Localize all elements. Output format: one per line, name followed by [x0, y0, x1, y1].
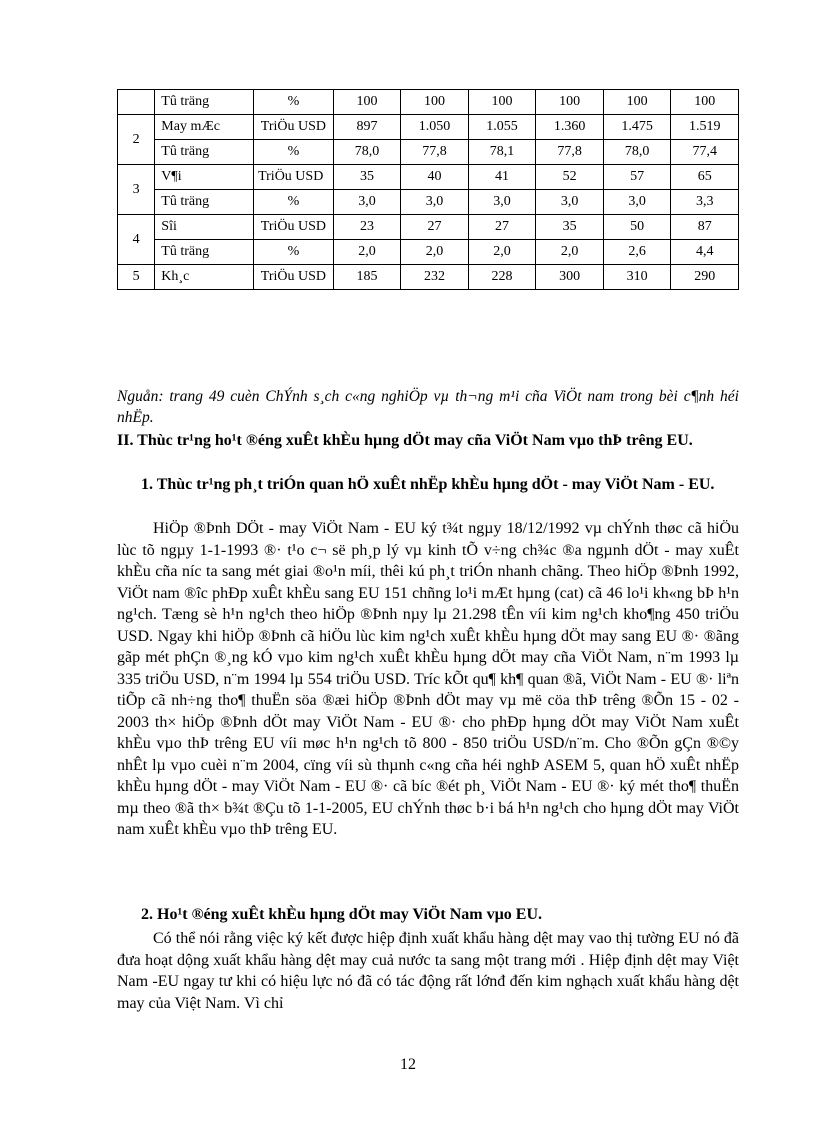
- value-cell: 2,0: [333, 240, 401, 265]
- value-cell: 897: [333, 115, 401, 140]
- value-cell: 50: [603, 215, 671, 240]
- row-label-cell: Tû träng: [155, 190, 254, 215]
- value-cell: 35: [333, 165, 401, 190]
- value-cell: 27: [401, 215, 469, 240]
- table-body: [118, 90, 739, 290]
- value-cell: 100: [671, 90, 739, 115]
- value-cell: 57: [603, 165, 671, 190]
- table-row: [118, 215, 739, 240]
- value-cell: 77,8: [401, 140, 469, 165]
- section-heading-2: 2. Ho¹t ®éng xuÊt khÈu hµng dÖt may ViÖt Nam vµo EU.: [141, 906, 543, 923]
- value-cell: 2,6: [603, 240, 671, 265]
- value-cell: 3,0: [536, 190, 604, 215]
- value-cell: 100: [468, 90, 536, 115]
- value-cell: 1.055: [468, 115, 536, 140]
- table-row: [118, 115, 739, 140]
- value-cell: 41: [468, 165, 536, 190]
- value-cell: 2,0: [536, 240, 604, 265]
- body-paragraph-1: HiÖp ®Þnh DÖt - may ViÖt Nam - EU ký t¾t ngµy 18/12/1992 vµ chÝnh thøc cã hiÖu lùc tõ ngµy 1-1-1993 ®· t¹o c¬ së ph¸p lý vµ kinh tÕ v÷ng ch¾c ®a ngµnh dÖt - may xuÊt khÈu cña níc ta sang mét giai ®o¹n míi, thêi kú ph¸t triÓn nhanh chãng. Theo hiÖp ®Þnh 1992, ViÖt nam ®îc phÐp xuÊt khÈu sang EU 151 chñng lo¹i mÆt hµng (cat) cã 46 lo¹i kh«ng bÞ h¹n ng¹ch. Tæng sè h¹n ng¹ch theo hiÖp ®Þnh nµy lµ 21.298 tÊn víi kim ng¹ch kho¶ng 450 triÖu USD. Ngay khi hiÖp ®Þnh cã hiÖu lùc kim ng¹ch xuÊt khÈu hµng dÖt may sang EU ®· ®ãng gãp mét phÇn ®¸ng kÓ vµo kim ng¹ch xuÊt khÈu hµng dÖt may cña ViÖt Nam, n¨m 1993 lµ 335 triÖu USD, n¨m 1994 lµ 554 triÖu USD. Tríc kÕt qu¶ kh¶ quan ®ã, ViÖt Nam - EU ®· liªn tiÕp cã nh÷ng tho¶ thuËn söa ®æi hiÖp ®Þnh dÖt may vµ më cöa thÞ trêng ®Õn 15 - 02 - 2003 th× hiÖp ®Þnh dÖt may ViÖt Nam - EU ®· cho phÐp hµng dÖt may ViÖt Nam xuÊt khÈu vµo thÞ trêng EU víi møc h¹n ng¹ch tõ 800 - 850 triÖu USD/n¨m. Cho ®Õn gÇn ®©y nhÊt lµ vµo cuèi n¨m 2004, cïng víi sù thµnh c«ng cña héi nghÞ ASEM 5, quan hÖ xuÊt nhËp khÈu hµng dÖt - may ViÖt Nam - EU ®· cã bíc ®ét ph¸ ViÖt Nam - EU ®· ký mét tho¶ thuËn mµ theo ®ã th× b¾t ®Çu tõ 1-1-2005, EU chÝnh thøc b·i bá h¹n ng¹ch cho hµng dÖt may ViÖt nam xuÊt khÈu vµo thÞ trêng EU.: [117, 520, 739, 838]
- value-cell: 100: [401, 90, 469, 115]
- table-row: [118, 165, 739, 190]
- table-row: [118, 140, 739, 165]
- row-number-cell: 4: [118, 215, 155, 265]
- value-cell: 300: [536, 265, 604, 290]
- row-label-cell: Tû träng: [155, 140, 254, 165]
- value-cell: 87: [671, 215, 739, 240]
- value-cell: 1.519: [671, 115, 739, 140]
- row-number-cell: [118, 90, 155, 115]
- value-cell: 1.475: [603, 115, 671, 140]
- table-row: [118, 240, 739, 265]
- value-cell: 228: [468, 265, 536, 290]
- value-cell: 77,4: [671, 140, 739, 165]
- value-cell: 2,0: [401, 240, 469, 265]
- value-cell: 23: [333, 215, 401, 240]
- value-cell: 78,0: [333, 140, 401, 165]
- value-cell: 3,3: [671, 190, 739, 215]
- value-cell: 78,1: [468, 140, 536, 165]
- row-label-cell: V¶i: [155, 165, 254, 190]
- value-cell: 27: [468, 215, 536, 240]
- value-cell: 310: [603, 265, 671, 290]
- value-cell: 65: [671, 165, 739, 190]
- page-number: 12: [400, 1056, 416, 1073]
- table-row: [118, 90, 739, 115]
- value-cell: 185: [333, 265, 401, 290]
- value-cell: 100: [333, 90, 401, 115]
- row-number-cell: 2: [118, 115, 155, 165]
- unit-cell: %: [254, 140, 334, 165]
- section-heading-ii: II. Thùc tr¹ng ho¹t ®éng xuÊt khÈu hµng dÖt may cña ViÖt Nam vµo thÞ trêng EU.: [117, 432, 693, 449]
- value-cell: 100: [536, 90, 604, 115]
- value-cell: 232: [401, 265, 469, 290]
- export-table: [117, 89, 739, 290]
- unit-cell: %: [254, 240, 334, 265]
- table-row: [118, 190, 739, 215]
- value-cell: 40: [401, 165, 469, 190]
- unit-cell: TriÖu USD: [254, 165, 334, 190]
- unit-cell: TriÖu USD: [254, 265, 334, 290]
- value-cell: 290: [671, 265, 739, 290]
- row-label-cell: Tû träng: [155, 240, 254, 265]
- table-row: [118, 265, 739, 290]
- row-label-cell: Tû träng: [155, 90, 254, 115]
- value-cell: 1.050: [401, 115, 469, 140]
- row-label-cell: May mÆc: [155, 115, 254, 140]
- value-cell: 77,8: [536, 140, 604, 165]
- value-cell: 52: [536, 165, 604, 190]
- unit-cell: %: [254, 190, 334, 215]
- row-number-cell: 5: [118, 265, 155, 290]
- value-cell: 78,0: [603, 140, 671, 165]
- value-cell: 2,0: [468, 240, 536, 265]
- section-heading-1: 1. Thùc tr¹ng ph¸t triÓn quan hÖ xuÊt nhËp khÈu hµng dÖt - may ViÖt Nam - EU.: [141, 476, 715, 493]
- unit-cell: TriÖu USD: [254, 215, 334, 240]
- unit-cell: %: [254, 90, 334, 115]
- body-paragraph-2: Có thể nói rằng việc ký kết được hiệp định xuất khẩu hàng dệt may vao thị tường EU nó đã đưa hoạt dộng xuất khẩu hàng dệt may cuả nước ta sang một trang mới . Hiệp định dệt may Việt Nam -EU ngay tư khi có hiệu lực nó đã có tác động rất lớnđ đến kim nghạch xuất khẩu hàng dệt may của Việt Nam. Vì chỉ: [117, 930, 739, 1012]
- value-cell: 3,0: [468, 190, 536, 215]
- value-cell: 4,4: [671, 240, 739, 265]
- row-number-cell: 3: [118, 165, 155, 215]
- unit-cell: TriÖu USD: [254, 115, 334, 140]
- row-label-cell: Kh¸c: [155, 265, 254, 290]
- value-cell: 3,0: [333, 190, 401, 215]
- value-cell: 1.360: [536, 115, 604, 140]
- value-cell: 35: [536, 215, 604, 240]
- value-cell: 3,0: [603, 190, 671, 215]
- value-cell: 3,0: [401, 190, 469, 215]
- source-note: Nguån: trang 49 cuèn ChÝnh s¸ch c«ng nghiÖp vµ th¬ng m¹i cña ViÖt nam trong bèi c¶nh héi nhËp.: [117, 388, 739, 426]
- row-label-cell: Sîi: [155, 215, 254, 240]
- value-cell: 100: [603, 90, 671, 115]
